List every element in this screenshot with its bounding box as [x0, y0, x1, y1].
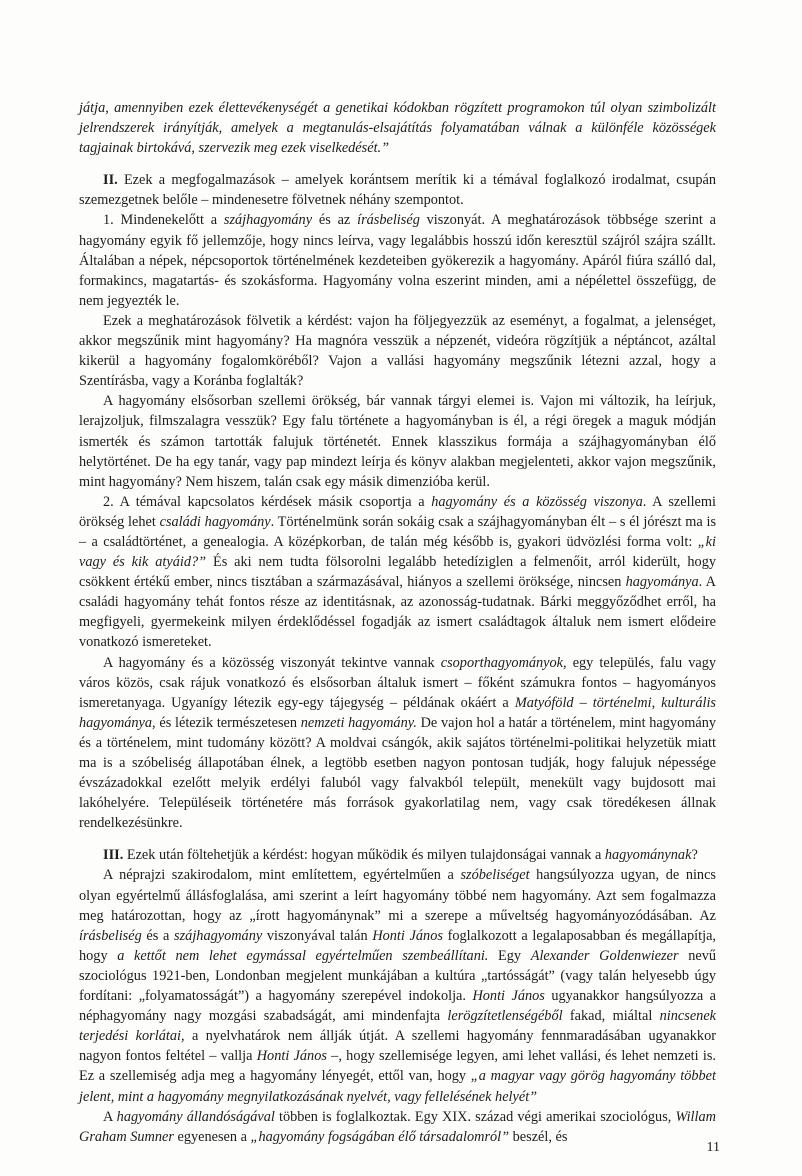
section-3-paragraph-1: A néprajzi szakirodalom, mint említettem, egyértelműen a szóbeliséget hangsúlyozza ugyan, de nincs olyan egyértelmű állásfoglalása, ami szerint a leírt hagyomány többé nem hagyomány. Azt sem fogalmazza meg határozottan, hogy az „írott hagyománynak” mi a szerepe a műveltség hagyományozódásában. Az írásbeliség és a szájhagyomány viszonyával talán Honti János foglalkozott a legalaposabban és megállapítja, hogy a kettőt nem lehet egymással egyértelműen szembeállítani. Egy Alexander Goldenwiezer nevű szociológus 1921-ben, Londonban megjelent munkájában a kultúra „tartósságát” (vagy talán helyesebb úgy fordítani: „folyamatosságát”) a hagyomány szerepével indokolja. Honti János ugyanakkor hangsúlyozza a néphagyomány nagy mozgási szabadságát, ami mindenfajta lerögzítetlenségéből fakad, miáltal nincsenek terjedési korlátai, a nyelvhatárok nem állják útját. A szellemi hagyomány fennmaradásában ugyanakkor nagyon fontos feltétel – vallja Honti János –, hogy szellemisége legyen, ami lehet vallási, és lehet nemzeti is. Ez a szellemiség adja meg a hagyomány lényegét, ettől van, hogy „a magyar vagy görög hagyomány többet jelent, mint a hagyomány megnyilatkozásának nyelvét, vagy fellelésének helyét”: [79, 867, 717, 1105]
section-3-paragraph-2: A hagyomány állandóságával többen is foglalkoztak. Egy XIX. század végi amerikai szociológus, Willam Graham Sumner egyenesen a „hagyomány fogságában élő társadalomról” beszél, és: [79, 1108, 716, 1145]
section-3-marker: III.: [103, 847, 124, 864]
section-2-paragraph-1: 1. Mindenekelőtt a szájhagyomány és az írásbeliség viszonyát. A meghatározások többsége szerint a hagyomány egyik fő jellemzője, hogy nincs leírva, vagy legalábbis hosszú időn keresztül szájról szájra szállt. Általában a népek, népcsoportok történelmének kezdeteiben gyökerezik a hagyomány. Apáról fiúra szálló dal, formakincs, magatartás- és szokásforma. Hagyomány volna eszerint minden, ami a népélettel összefügg, de nem jegyezték le.: [79, 212, 716, 309]
section-2-intro: II. Ezek a megfogalmazások – amelyek korántsem merítik ki a témával foglalkozó irodalmat, csupán szemezgetnek belőle – mindenesetre fölvetnek néhány szempontot.: [79, 172, 716, 209]
page-number: 11: [706, 1140, 720, 1155]
section-2-paragraph-3: A hagyomány elsősorban szellemi örökség, bár vannak tárgyi elemei is. Vajon mi változik, ha leírjuk, lerajzoljuk, filmszalagra vesszük? Egy falu története a hagyományban is él, a régi öregek a maguk módján ismerték és számon tartották falujuk történetét. Ennek klasszikus formája a szájhagyományban élő helytörténet. De ha egy tanár, vagy pap mindezt leírja és könyv alakban megjelenteti, akkor vajon megszűnik, mint hagyomány? Nem hiszem, talán csak egy másik dimenzióba kerül.: [79, 393, 716, 490]
quote-continuation: játja, amennyiben ezek élettevékenységét a genetikai kódokban rögzített programokon túl olyan szimbolizált jelrendszerek irányítják, amelyek a megtanulás-elsajátítás folyamatában válnak a különféle közösségek tagjainak birtokává, szervezik meg ezek viselkedését.”: [79, 100, 716, 157]
section-2-marker: II.: [103, 172, 118, 189]
page-body: [79, 98, 716, 1147]
section-2-paragraph-4: 2. A témával kapcsolatos kérdések másik csoportja a hagyomány és a közösség viszonya. A szellemi örökség lehet családi hagyomány. Történelmünk során sokáig csak a szájhagyományban élt – s él jórészt ma is – a családtörténet, a genealogia. A középkorban, de talán még később is, gyakori üdvözlési forma volt: „ki vagy és kik atyáid?” És aki nem tudta fölsorolni legalább hetedíziglen a felmenőit, arról kiderült, hogy csökkent értékű ember, nincs tisztában a származásával, hiányos a szellemi öröksége, nincsen hagyománya. A családi hagyomány tehát fontos része az identitásnak, az azonosság-tudatnak. Bárki meggyőződhet erről, ha megfigyeli, gyermekeink milyen érdeklődéssel fogadják az ismert családtagok általuk nem ismert elődeire vonatkozó ismereteket.: [79, 493, 717, 651]
section-2-paragraph-2: Ezek a meghatározások fölvetik a kérdést: vajon ha följegyezzük az eseményt, a fogalmat, a jelenséget, akkor megszűnik mint hagyomány? Ha magnóra vesszük a népzenét, videóra rögzítjük a néptáncot, azáltal kikerül a hagyomány fogalomköréből? Vajon a vallási hagyomány megszűnik létezni azzal, hogy a Szentírásba, vagy a Koránba foglalták?: [79, 312, 716, 390]
section-3-intro: III. Ezek után föltehetjük a kérdést: hogyan működik és milyen tulajdonságai vannak a hagyománynak?: [103, 847, 698, 864]
section-2-paragraph-5: A hagyomány és a közösség viszonyát tekintve vannak csoporthagyományok, egy település, falu vagy város közös, csak rájuk vonatkozó és elsősorban általuk ismert – főként számukra fontos – hagyományos ismeretanyaga. Ugyanígy létezik egy-egy tájegység – példának okáért a Matyóföld – történelmi, kulturális hagyománya, és létezik természetesen nemzeti hagyomány. De vajon hol a határ a történelem, mint hagyomány és a történelem, mint tudomány között? A moldvai csángók, akik sajátos történelmi-politikai helyzetük miatt ma is a szóbeliség állapotában élnek, a legtöbb esetben nagyon pontosan tudják, hogy falujuk népessége évszázadokkal ezelőtt melyik erdélyi faluból vagy falvakból települt, menekült vagy bujdosott mai lakóhelyére. Településeik történetére más források gyakorlatilag nem, vagy csak töredékesen állnak rendelkezésünkre.: [79, 654, 716, 832]
